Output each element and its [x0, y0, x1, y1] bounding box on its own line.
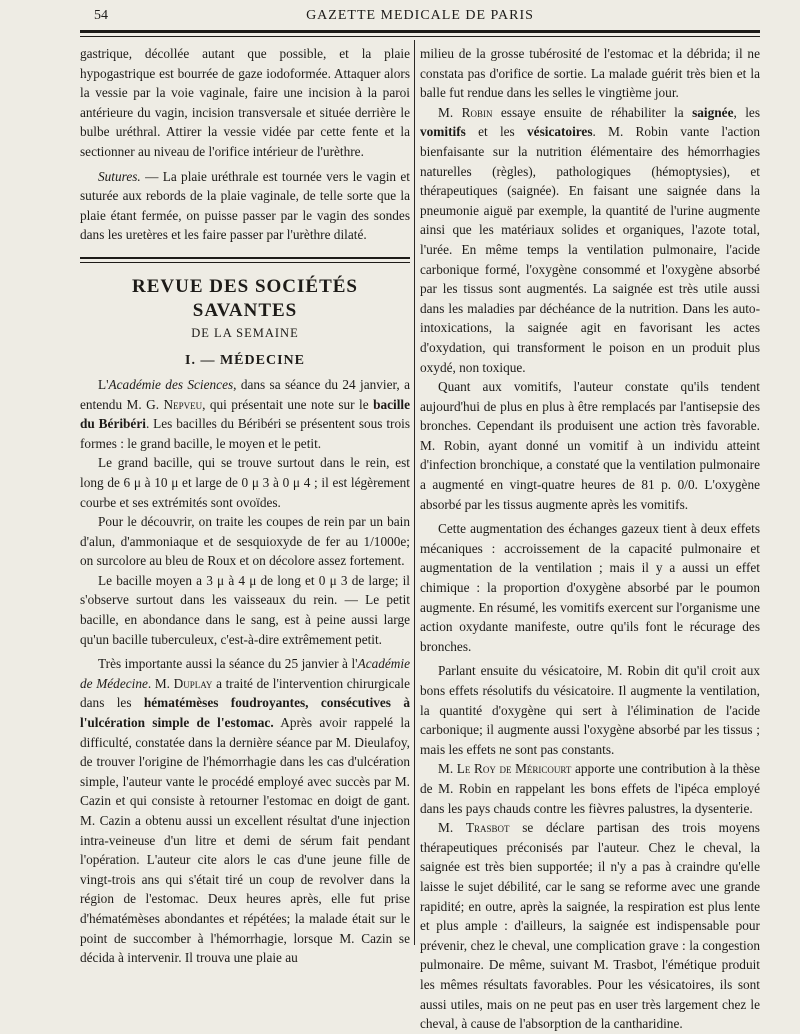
column-divider	[414, 40, 415, 945]
paragraph: Très importante aussi la séance du 25 janvier à l'Académie de Médecine. M. Duplay a traité de l'intervention chirurgicale dans les hématémèses foudroyantes, consécutives à l'ulcération simple de l'estomac. Après avoir rappelé la difficulté, constatée dans la dernière séance par M. Dieulafoy, de trouver l'origine de l'hémorrhagie dans les cas d'ulcération simple, l'auteur vante le procédé employé avec succès par M. Cazin et qui consiste à retourner l'estomac en doigt de gant. M. Cazin a obtenu aussi un excellent résultat d'une injection intra-veineuse d'un litre et demi de sérum fait pendant l'opération. L'auteur cite alors le cas d'une jeune fille de vingt-trois ans qui s'était tiré un coup de revolver dans la région de l'estomac. Deux heures après, elle fut prise d'hématémèses abondantes et répétées; la malade était sur le point de succomber à l'hémorrhagie, lorsque M. Cazin se décida à intervenir. Il trouva une plaie au	[80, 656, 410, 966]
section-rule-thin	[80, 262, 410, 263]
revue-subtitle: DE LA SEMAINE	[191, 325, 299, 340]
paragraph: M. Robin essaye ensuite de réhabiliter la saignée, les vomitifs et les vésicatoires. M. Robin vante l'action bienfaisante sur la nutrition élémentaire des hémorrhagies naturelles (règles), pathologiques (hémoptysies), et thérapeutiques (saignée). En faisant une saignée dans la pneumonie aiguë par exemple, la quantité de l'urine augmente ainsi que les matériaux solides et organiques, l'azote total, l'urée. En même temps la ventilation pulmonaire, l'acide carbonique formé, l'oxygène consommé et l'oxygène absorbé par les tissus sont augmentés. La saignée est très utile aussi dans les maladies par déchéance de la nutrition. Dans les auto-intoxications, la saignée agit en favorisant les actes d'oxydation, qui transforment le poison en un produit plus oxydé, non toxique.	[420, 104, 761, 375]
paragraph: Pour le découvrir, on traite les coupes de rein par un bain d'alun, d'ammoniaque et de sesquioxyde de fer au 1/1000e; on surcolore au bleu de Roux et on décolore assez fortement.	[80, 514, 410, 569]
sutures-lead: Sutures.	[98, 168, 141, 184]
paragraph: Quant aux vomitifs, l'auteur constate qu'ils tendent aujourd'hui de plus en plus à être remplacés par l'antisepsie des bronches. Cependant ils produisent une action très favorable. M. Robin, ayant donné un vomitif à un individu atteint d'infection bronchique, a constaté que la ventilation pulmonaire a augmenté en vingt-quatre heures de 81 p. 0/0. L'oxygène absorbé par les tissus augmente après les vomitifs.	[420, 379, 760, 512]
page-header	[80, 8, 760, 30]
header-rule	[80, 30, 760, 33]
paragraph: milieu de la grosse tubérosité de l'estomac et la débrida; il ne constata pas d'orifice de sortie. La malade guérit très bien et la balle fut rendue dans les selles le vingtième jour.	[420, 46, 760, 101]
paragraph: Le bacille moyen a 3 μ à 4 μ de long et 0 μ 3 de large; il s'observe surtout dans les vaisseaux du rein. — Le petit bacille, en abondance dans le sang, est à peine aussi large qu'un bacille tuberculeux, c'est-à-dire extrêmement petit.	[80, 572, 410, 647]
revue-title: REVUE DES SOCIÉTÉS SAVANTES	[131, 275, 359, 321]
right-column	[420, 44, 760, 1034]
paragraph: Parlant ensuite du vésicatoire, M. Robin dit qu'il croit aux bons effets résolutifs du vésicatoire. Il augmente la ventilation, la quantité d'oxygène qui sert à l'élimination de l'acide carbonique; il augmente aussi l'oxygène absorbé par les tissus ; mais les effets ne sont pas constants.	[420, 663, 760, 757]
paragraph: gastrique, décollée autant que possible, et la plaie hypogastrique est bourrée de gaze iodoformée. Attaquer alors la vessie par la voie vaginale, faire une incision à la paroi antérieure du vagin, incision transversale et située derrière le bulbe uréthral. Attirer la vessie vidée par cette fente et la sectionner au niveau de l'orifice intérieur de l'urèthre.	[80, 46, 410, 159]
page-number: 54	[94, 8, 108, 23]
paragraph: Cette augmentation des échanges gazeux tient à deux effets mécaniques : accroissement de la capacité pulmonaire et augmentation de la ventilation ; mais il y a aussi un effet chimique : la proportion d'oxygène absorbé par le poumon augmente. En résumé, les vomitifs exercent sur l'organisme une action oxydante manifeste, outre qu'ils font le récurage des bronches.	[420, 521, 760, 654]
journal-title: GAZETTE MEDICALE DE PARIS	[306, 8, 534, 23]
paragraph: M. Le Roy de Méricourt apporte une contribution à la thèse de M. Robin en rappelant les bons effets de l'ipéca employé dans les pays chauds contre les fièvres palustres, la dysenterie.	[420, 761, 760, 816]
section-title: I. — MÉDECINE	[185, 352, 305, 368]
header-rule-thin	[80, 36, 760, 37]
section-rule	[80, 257, 410, 259]
paragraph: M. Trasbot se déclare partisan des trois moyens thérapeutiques préconisés par l'auteur. Chez le cheval, la saignée est très bien supportée; il n'y a pas à craindre qu'elle laisse le sujet débilité, car le sang se reforme avec une grande rapidité; en outre, après la saignée, la respiration est plus lente et plus ample : d'ailleurs, la saignée est indispensable pour prévenir, chez le cheval, une complication grave : la congestion pulmonaire. De même, suivant M. Trasbot, l'émétique produit les mêmes résultats favorables. Pour les vésicatoires, ils sont aussi utiles, mais on ne peut pas en user très largement chez le cheval, à cause de l'absorption de la cantharidine.	[420, 820, 760, 1032]
paragraph: L'Académie des Sciences, dans sa séance du 24 janvier, a entendu M. G. Nepveu, qui présentait une note sur le bacille du Béribéri. Les bacilles du Béribéri se présentent sous trois formes : le grand bacille, le moyen et le petit.	[80, 376, 410, 451]
paragraph: Le grand bacille, qui se trouve surtout dans le rein, est long de 6 μ à 10 μ et large de 0 μ 3 à 0 μ 4 ; il est légèrement courbe et ses extrémités sont ovoïdes.	[80, 455, 410, 510]
paragraph-sutures: Sutures. — La plaie uréthrale est tournée vers le vagin et suturée aux rebords de la plaie vaginale, de telle sorte que la plaie étant fermée, on puisse passer par le vagin des sondes dans les uretères et les faire passer par l'urèthre dilaté.	[80, 168, 410, 243]
left-column	[80, 44, 410, 968]
